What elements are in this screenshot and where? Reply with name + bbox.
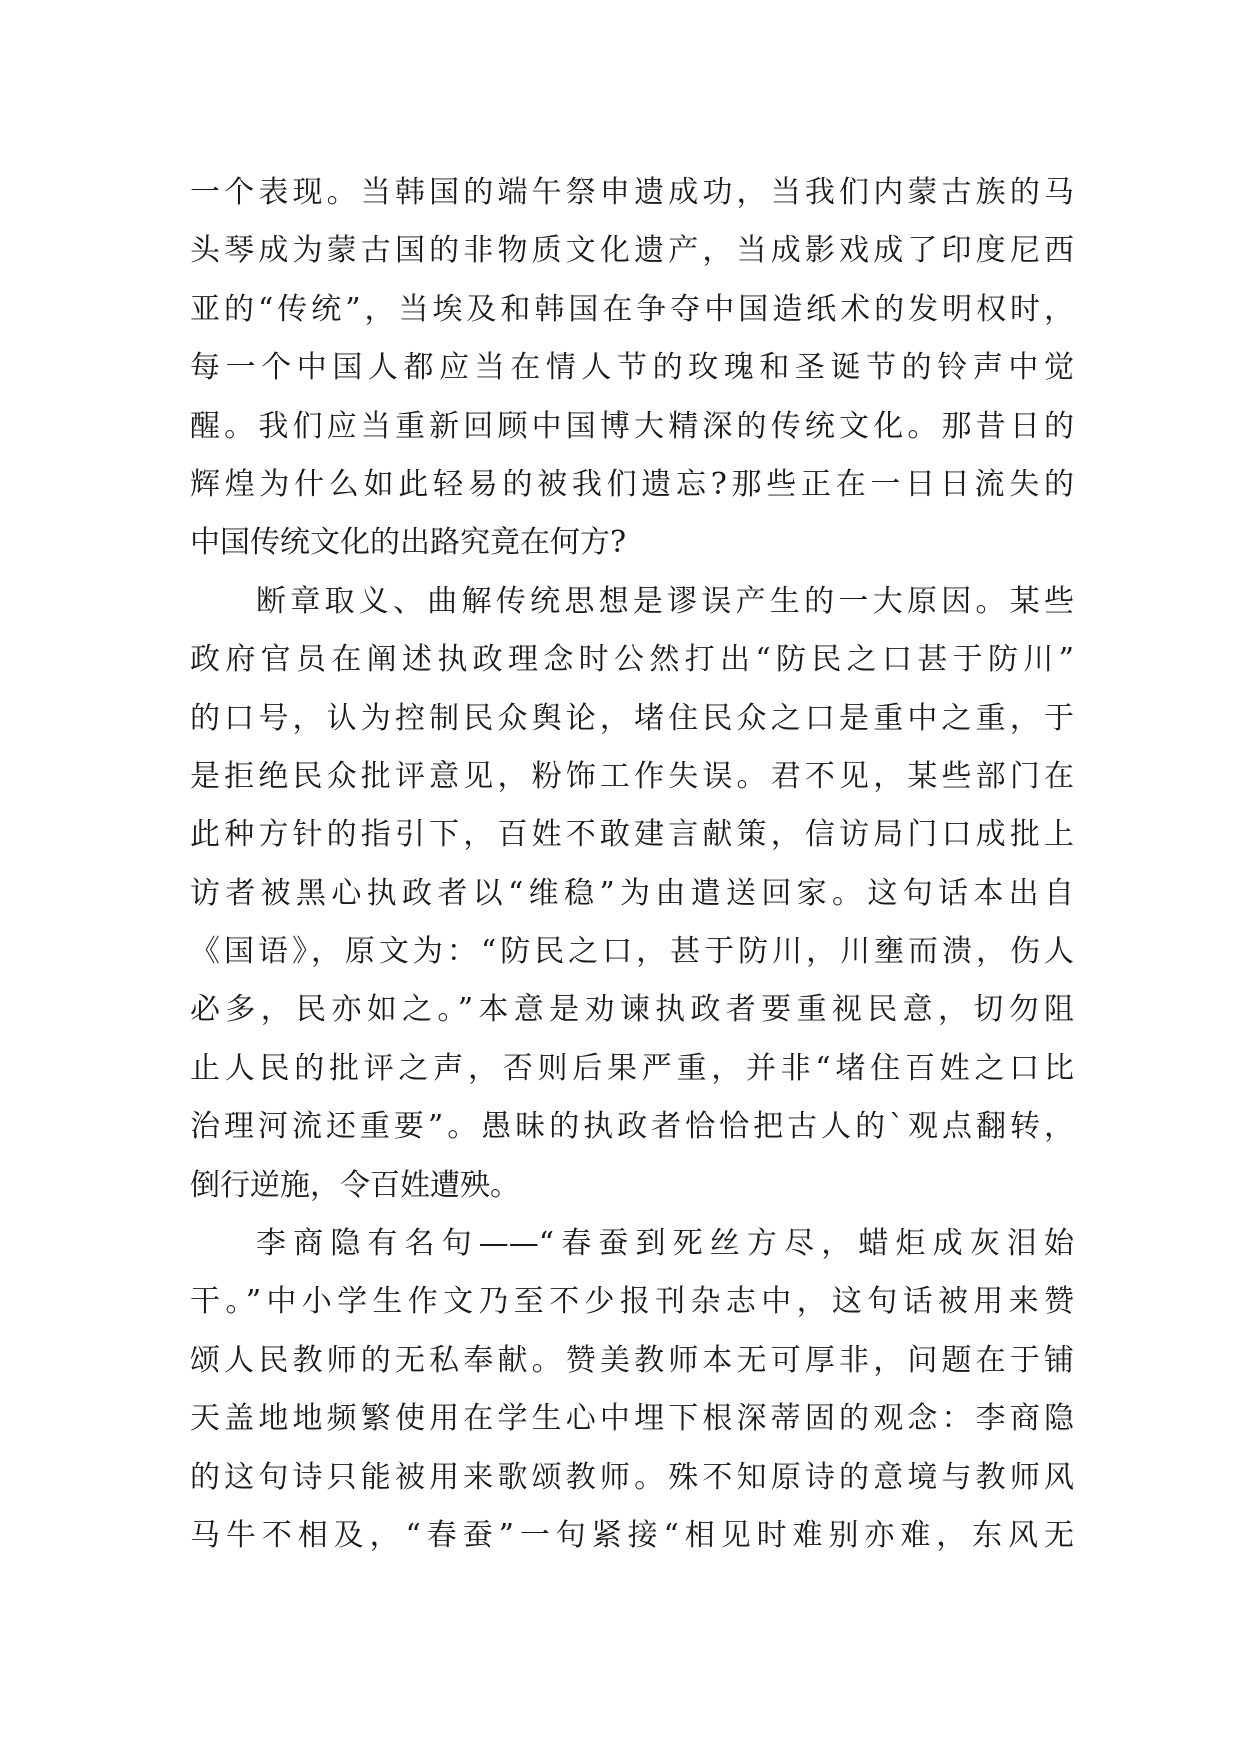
- text-line: 天盖地地频繁使用在学生心中埋下根深蒂固的观念：李商隐: [190, 1401, 1074, 1437]
- text-line: 是拒绝民众批评意见，粉饰工作失误。君不见，某些部门在: [190, 758, 1074, 794]
- text-line: 头琴成为蒙古国的非物质文化遗产，当成影戏成了印度尼西: [190, 233, 1074, 269]
- text-line: 每一个中国人都应当在情人节的玫瑰和圣诞节的铃声中觉: [190, 350, 1074, 386]
- text-line: 干。”中小学生作文乃至不少报刊杂志中，这句话被用来赞: [190, 1284, 1074, 1320]
- text-line: 此种方针的指引下，百姓不敢建言献策，信访局门口成批上: [190, 817, 1074, 853]
- text-line: 一个表现。当韩国的端午祭申遗成功，当我们内蒙古族的马: [190, 175, 1074, 210]
- text-line: 亚的“传统”，当埃及和韩国在争夺中国造纸术的发明权时，: [190, 291, 1074, 327]
- text-line: 中国传统文化的出路究竟在何方?: [190, 525, 627, 561]
- paragraph-first-line: 断章取义、曲解传统思想是谬误产生的一大原因。某些: [256, 583, 1074, 619]
- text-line: 止人民的批评之声，否则后果严重，并非“堵住百姓之口比: [190, 1050, 1074, 1086]
- text-line: 颂人民教师的无私奉献。赞美教师本无可厚非，问题在于铺: [190, 1342, 1074, 1378]
- text-line: 的口号，认为控制民众舆论，堵住民众之口是重中之重，于: [190, 700, 1074, 736]
- paragraph-first-line: 李商隐有名句——“春蚕到死丝方尽，蜡炬成灰泪始: [256, 1226, 1074, 1262]
- text-line: 马牛不相及，“春蚕”一句紧接“相见时难别亦难，东风无: [190, 1517, 1074, 1553]
- text-line: 的这句诗只能被用来歌颂教师。殊不知原诗的意境与教师风: [190, 1459, 1074, 1495]
- text-line: 《国语》，原文为：“防民之口，甚于防川，川壅而溃，伤人: [190, 934, 1074, 970]
- body-text: [190, 164, 1074, 1565]
- text-line: 辉煌为什么如此轻易的被我们遗忘?那些正在一日日流失的: [190, 466, 1074, 502]
- text-line: 政府官员在阐述执政理念时公然打出“防民之口甚于防川”: [190, 642, 1074, 678]
- text-line: 治理河流还重要”。愚昧的执政者恰恰把古人的`观点翻转，: [190, 1109, 1074, 1145]
- text-line: 访者被黑心执政者以“维稳”为由遣送回家。这句话本出自: [190, 875, 1074, 911]
- text-line: 醒。我们应当重新回顾中国博大精深的传统文化。那昔日的: [190, 408, 1074, 444]
- text-line: 必多，民亦如之。”本意是劝谏执政者要重视民意，切勿阻: [190, 992, 1074, 1028]
- text-line: 倒行逆施，令百姓遭殃。: [190, 1167, 520, 1203]
